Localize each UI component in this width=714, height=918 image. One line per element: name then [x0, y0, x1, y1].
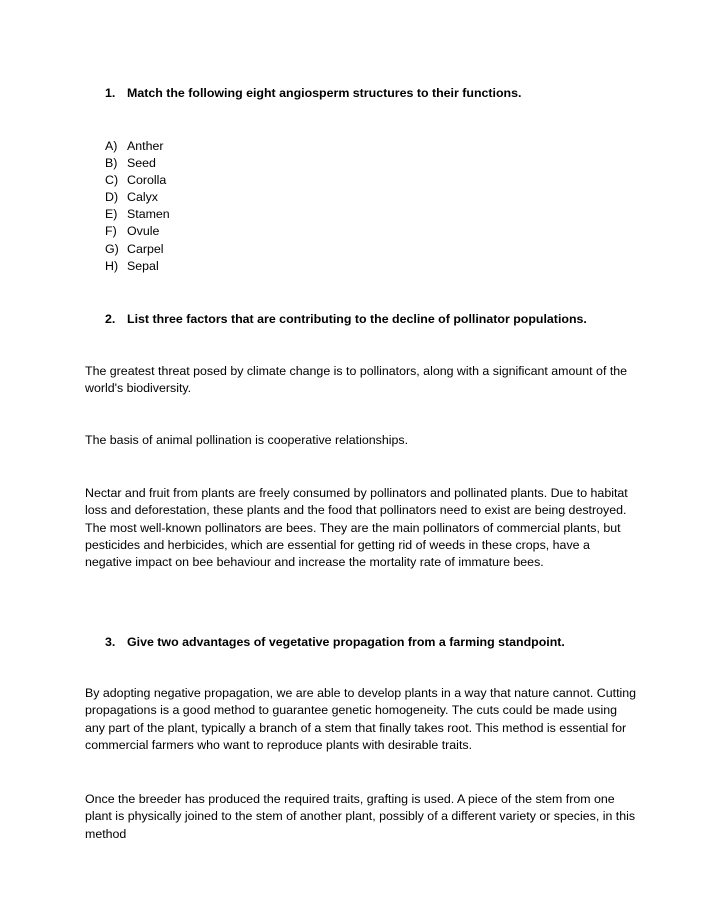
option-letter: D) — [105, 190, 119, 205]
option-item — [105, 155, 170, 172]
question-2-number: 2. — [105, 312, 116, 326]
option-item — [105, 189, 170, 206]
question-3-heading — [105, 634, 565, 650]
option-item — [105, 258, 170, 275]
question-3-number: 3. — [105, 635, 116, 649]
answer-paragraph: The basis of animal pollination is cooperative relationships. — [85, 433, 409, 447]
option-letter: E) — [105, 207, 118, 222]
option-label: Sepal — [127, 258, 159, 273]
structure-options-list — [105, 138, 170, 275]
question-2-text: List three factors that are contributing to the decline of pollinator populations. — [127, 312, 587, 326]
option-label: Seed — [127, 156, 156, 171]
answer-paragraph: Once the breeder has produced the required traits, grafting is used. A piece of the stem from one plant is physically joined to the stem of another plant, possibly of a different variety or species, in this method — [85, 792, 636, 841]
option-item — [105, 241, 170, 258]
option-item — [105, 138, 170, 155]
answer-paragraph: By adopting negative propagation, we are able to develop plants in a way that nature cannot. Cutting propagations is a good method to guarantee genetic homogeneity. The cuts could be made using any part of the plant, typically a branch of a stem that finally takes root. This method is essential for commercial farmers who want to reproduce plants with desirable traits. — [85, 686, 637, 752]
option-letter: H) — [105, 258, 119, 273]
question-1-number: 1. — [105, 86, 116, 100]
option-letter: G) — [105, 241, 119, 256]
option-item — [105, 172, 170, 189]
option-letter: F) — [105, 224, 117, 239]
answer-paragraph: Nectar and fruit from plants are freely consumed by pollinators and pollinated plants. Due to habitat loss and deforestation, these plants and the food that pollinators need to exist are being destroyed. The most well-known pollinators are bees. They are the main pollinators of commercial plants, but pesticides and herbicides, which are essential for getting rid of weeds in these crops, have a negative impact on bee behaviour and increase the mortality rate of immature bees. — [85, 486, 628, 570]
option-letter: A) — [105, 139, 118, 153]
question-1-heading — [105, 85, 521, 101]
option-item — [105, 206, 170, 223]
question-1-text: Match the following eight angiosperm structures to their functions. — [127, 86, 522, 100]
option-letter: B) — [105, 156, 118, 171]
option-item — [105, 223, 170, 240]
option-label: Carpel — [127, 241, 164, 256]
question-2-heading — [105, 311, 587, 327]
answer-paragraph: The greatest threat posed by climate change is to pollinators, along with a significant amount of the world's biodiversity. — [85, 364, 628, 396]
option-label: Anther — [127, 139, 164, 153]
option-label: Stamen — [127, 207, 170, 222]
question-3-text: Give two advantages of vegetative propagation from a farming standpoint. — [127, 635, 565, 649]
option-label: Calyx — [127, 190, 158, 205]
option-label: Corolla — [127, 173, 167, 188]
option-label: Ovule — [127, 224, 160, 239]
option-letter: C) — [105, 173, 119, 188]
